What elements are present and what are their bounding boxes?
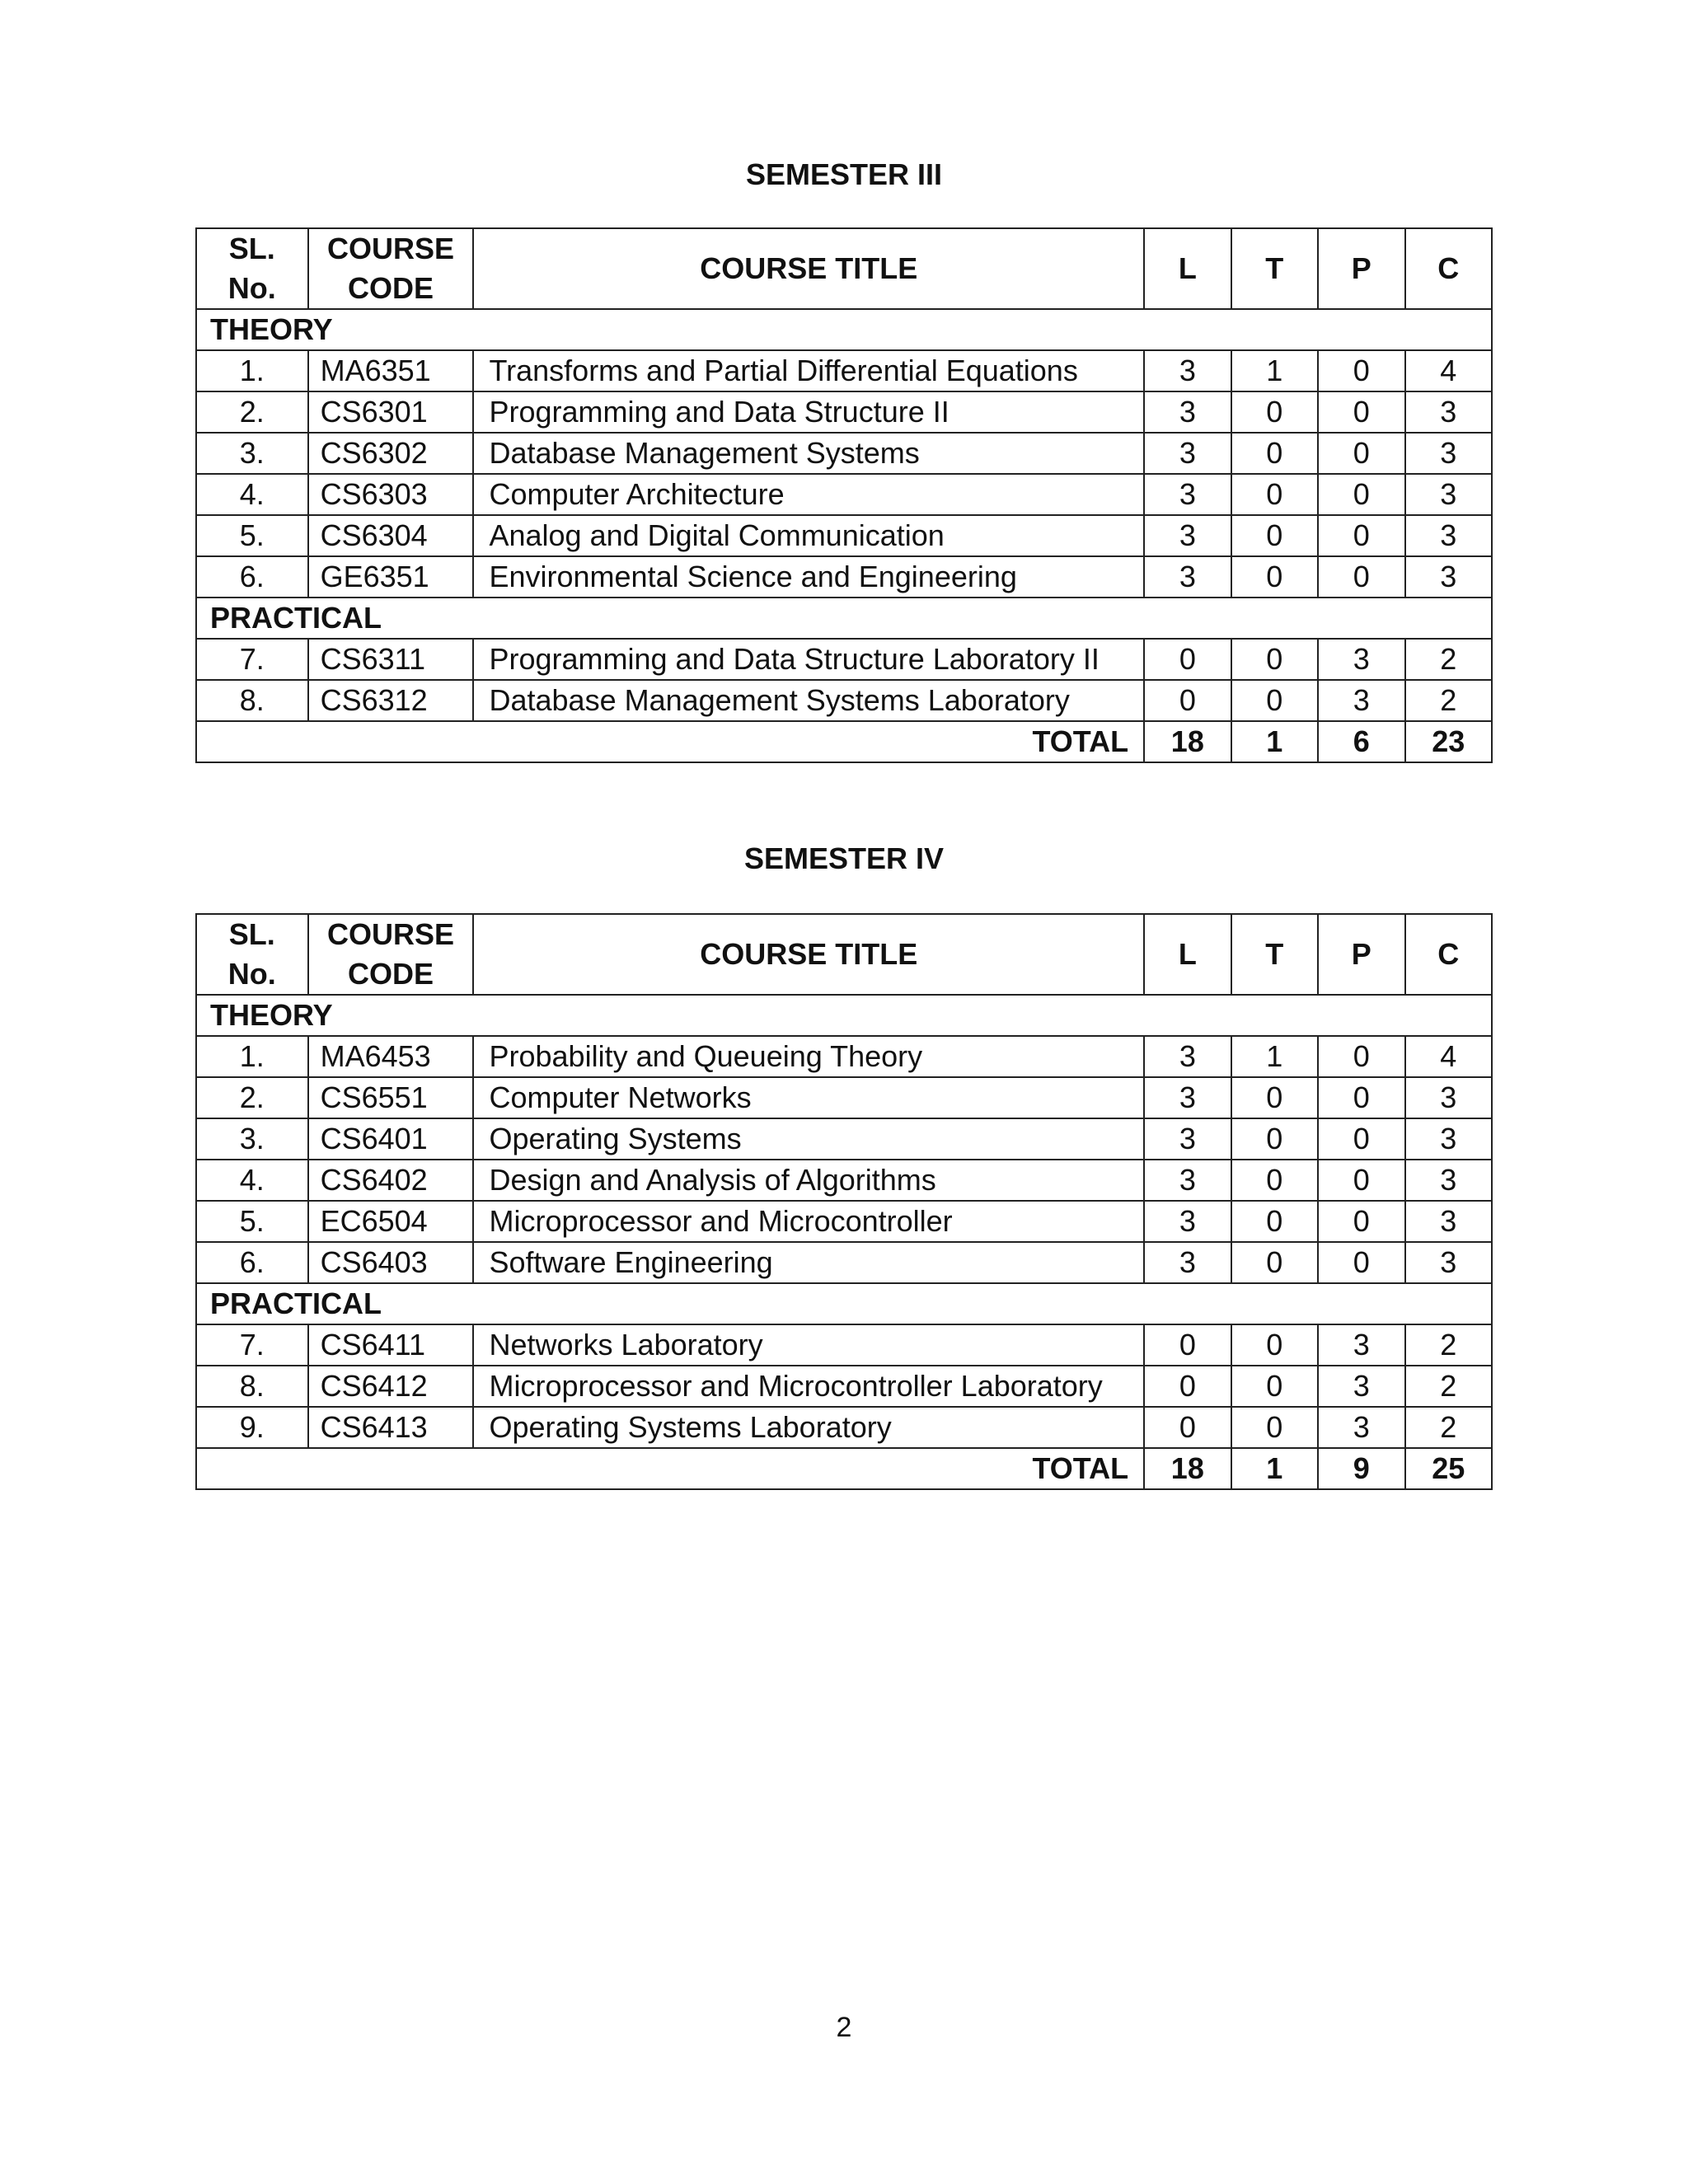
header-t: T [1231, 914, 1318, 995]
tutorial-hours-cell: 0 [1231, 680, 1318, 721]
practical-hours-cell: 0 [1318, 1160, 1404, 1201]
sl-no-cell: 1. [196, 1036, 308, 1077]
section-label-theory: THEORY [196, 995, 1492, 1036]
table-row [196, 1366, 1492, 1407]
total-label: TOTAL [196, 721, 1144, 762]
table-row [196, 1077, 1492, 1118]
table-row [196, 1118, 1492, 1160]
sl-no-cell: 1. [196, 350, 308, 391]
header-t: T [1231, 228, 1318, 309]
total-lecture: 18 [1144, 721, 1231, 762]
lecture-hours-cell: 3 [1144, 391, 1231, 433]
tutorial-hours-cell: 0 [1231, 556, 1318, 598]
course-code-cell: EC6504 [308, 1201, 474, 1242]
sl-no-cell: 5. [196, 515, 308, 556]
credits-cell: 4 [1405, 350, 1493, 391]
tutorial-hours-cell: 1 [1231, 350, 1318, 391]
credits-cell: 3 [1405, 1242, 1493, 1283]
table-row [196, 556, 1492, 598]
practical-hours-cell: 0 [1318, 1242, 1404, 1283]
table-row [196, 1324, 1492, 1366]
tutorial-hours-cell: 0 [1231, 1407, 1318, 1448]
section-row-theory [196, 309, 1492, 350]
sl-no-cell: 3. [196, 1118, 308, 1160]
lecture-hours-cell: 0 [1144, 1407, 1231, 1448]
total-label: TOTAL [196, 1448, 1144, 1489]
table-row [196, 639, 1492, 680]
credits-cell: 2 [1405, 680, 1493, 721]
table-row [196, 391, 1492, 433]
course-code-cell: CS6301 [308, 391, 474, 433]
lecture-hours-cell: 3 [1144, 474, 1231, 515]
section-row-practical [196, 598, 1492, 639]
header-l: L [1144, 228, 1231, 309]
lecture-hours-cell: 3 [1144, 433, 1231, 474]
header-c: C [1405, 914, 1493, 995]
tutorial-hours-cell: 0 [1231, 1118, 1318, 1160]
practical-hours-cell: 0 [1318, 350, 1404, 391]
course-code-cell: CS6304 [308, 515, 474, 556]
tutorial-hours-cell: 1 [1231, 1036, 1318, 1077]
sl-no-cell: 4. [196, 1160, 308, 1201]
tutorial-hours-cell: 0 [1231, 1201, 1318, 1242]
header-code-line2: CODE [348, 957, 434, 991]
credits-cell: 3 [1405, 1077, 1493, 1118]
lecture-hours-cell: 0 [1144, 1366, 1231, 1407]
header-code-line2: CODE [348, 271, 434, 305]
tutorial-hours-cell: 0 [1231, 1077, 1318, 1118]
course-title-cell: Probability and Queueing Theory [473, 1036, 1144, 1077]
course-title-cell: Operating Systems Laboratory [473, 1407, 1144, 1448]
sl-no-cell: 8. [196, 1366, 308, 1407]
sl-no-cell: 2. [196, 391, 308, 433]
credits-cell: 3 [1405, 515, 1493, 556]
total-credits: 25 [1405, 1448, 1493, 1489]
course-code-cell: CS6312 [308, 680, 474, 721]
practical-hours-cell: 0 [1318, 1201, 1404, 1242]
practical-hours-cell: 0 [1318, 433, 1404, 474]
course-title-cell: Design and Analysis of Algorithms [473, 1160, 1144, 1201]
sl-no-cell: 3. [196, 433, 308, 474]
practical-hours-cell: 0 [1318, 1077, 1404, 1118]
practical-hours-cell: 0 [1318, 556, 1404, 598]
practical-hours-cell: 3 [1318, 1366, 1404, 1407]
course-code-cell: CS6303 [308, 474, 474, 515]
practical-hours-cell: 3 [1318, 1324, 1404, 1366]
lecture-hours-cell: 0 [1144, 1324, 1231, 1366]
sl-no-cell: 9. [196, 1407, 308, 1448]
section-label-practical: PRACTICAL [196, 1283, 1492, 1324]
table-row [196, 1242, 1492, 1283]
tutorial-hours-cell: 0 [1231, 515, 1318, 556]
section-label-theory: THEORY [196, 309, 1492, 350]
header-sl-line2: No. [227, 957, 276, 991]
course-title-cell: Microprocessor and Microcontroller Laboratory [473, 1366, 1144, 1407]
course-title-cell: Database Management Systems [473, 433, 1144, 474]
header-sl-no [196, 914, 308, 995]
practical-hours-cell: 0 [1318, 1036, 1404, 1077]
course-table [195, 913, 1493, 1490]
header-course-title: COURSE TITLE [473, 914, 1144, 995]
course-title-cell: Networks Laboratory [473, 1324, 1144, 1366]
course-table [195, 227, 1493, 763]
credits-cell: 3 [1405, 1118, 1493, 1160]
course-code-cell: MA6453 [308, 1036, 474, 1077]
practical-hours-cell: 0 [1318, 515, 1404, 556]
course-code-cell: CS6413 [308, 1407, 474, 1448]
table-row [196, 515, 1492, 556]
credits-cell: 2 [1405, 1407, 1493, 1448]
practical-hours-cell: 3 [1318, 1407, 1404, 1448]
sl-no-cell: 2. [196, 1077, 308, 1118]
header-code-line1: COURSE [327, 232, 455, 265]
tutorial-hours-cell: 0 [1231, 639, 1318, 680]
course-title-cell: Programming and Data Structure II [473, 391, 1144, 433]
course-title-cell: Environmental Science and Engineering [473, 556, 1144, 598]
sl-no-cell: 5. [196, 1201, 308, 1242]
sl-no-cell: 4. [196, 474, 308, 515]
course-title-cell: Software Engineering [473, 1242, 1144, 1283]
section-row-practical [196, 1283, 1492, 1324]
practical-hours-cell: 0 [1318, 391, 1404, 433]
lecture-hours-cell: 3 [1144, 1036, 1231, 1077]
lecture-hours-cell: 3 [1144, 1118, 1231, 1160]
total-row [196, 721, 1492, 762]
course-title-cell: Transforms and Partial Differential Equations [473, 350, 1144, 391]
header-course-title: COURSE TITLE [473, 228, 1144, 309]
total-lecture: 18 [1144, 1448, 1231, 1489]
lecture-hours-cell: 3 [1144, 556, 1231, 598]
course-code-cell: GE6351 [308, 556, 474, 598]
table-row [196, 474, 1492, 515]
credits-cell: 3 [1405, 1160, 1493, 1201]
course-title-cell: Database Management Systems Laboratory [473, 680, 1144, 721]
lecture-hours-cell: 3 [1144, 515, 1231, 556]
section-row-theory [196, 995, 1492, 1036]
header-c: C [1405, 228, 1493, 309]
table-row [196, 1036, 1492, 1077]
header-course-code [308, 914, 474, 995]
tutorial-hours-cell: 0 [1231, 391, 1318, 433]
tutorial-hours-cell: 0 [1231, 1366, 1318, 1407]
course-code-cell: CS6402 [308, 1160, 474, 1201]
table-row [196, 680, 1492, 721]
course-title-cell: Computer Networks [473, 1077, 1144, 1118]
header-course-code [308, 228, 474, 309]
sl-no-cell: 6. [196, 556, 308, 598]
total-practical: 6 [1318, 721, 1404, 762]
header-sl-line1: SL. [228, 917, 275, 951]
lecture-hours-cell: 3 [1144, 1077, 1231, 1118]
semester-heading: SEMESTER IV [743, 841, 945, 875]
total-practical: 9 [1318, 1448, 1404, 1489]
total-tutorial: 1 [1231, 721, 1318, 762]
course-code-cell: CS6403 [308, 1242, 474, 1283]
header-p: P [1318, 228, 1404, 309]
practical-hours-cell: 3 [1318, 680, 1404, 721]
credits-cell: 2 [1405, 639, 1493, 680]
course-code-cell: CS6412 [308, 1366, 474, 1407]
course-code-cell: CS6411 [308, 1324, 474, 1366]
course-title-cell: Analog and Digital Communication [473, 515, 1144, 556]
course-title-cell: Microprocessor and Microcontroller [473, 1201, 1144, 1242]
table-row [196, 350, 1492, 391]
credits-cell: 2 [1405, 1324, 1493, 1366]
sl-no-cell: 6. [196, 1242, 308, 1283]
header-code-line1: COURSE [327, 917, 455, 951]
tutorial-hours-cell: 0 [1231, 1242, 1318, 1283]
header-l: L [1144, 914, 1231, 995]
practical-hours-cell: 0 [1318, 474, 1404, 515]
total-row [196, 1448, 1492, 1489]
practical-hours-cell: 0 [1318, 1118, 1404, 1160]
course-code-cell: CS6551 [308, 1077, 474, 1118]
course-code-cell: CS6311 [308, 639, 474, 680]
course-title-cell: Operating Systems [473, 1118, 1144, 1160]
page-number: 2 [836, 2012, 852, 2043]
lecture-hours-cell: 0 [1144, 639, 1231, 680]
lecture-hours-cell: 0 [1144, 680, 1231, 721]
sl-no-cell: 7. [196, 639, 308, 680]
credits-cell: 3 [1405, 433, 1493, 474]
course-code-cell: MA6351 [308, 350, 474, 391]
credits-cell: 3 [1405, 1201, 1493, 1242]
course-code-cell: CS6401 [308, 1118, 474, 1160]
header-p: P [1318, 914, 1404, 995]
semester-heading: SEMESTER III [745, 157, 943, 191]
table-header-row [196, 228, 1492, 309]
tutorial-hours-cell: 0 [1231, 474, 1318, 515]
table-header-row [196, 914, 1492, 995]
credits-cell: 3 [1405, 391, 1493, 433]
section-label-practical: PRACTICAL [196, 598, 1492, 639]
table-row [196, 433, 1492, 474]
lecture-hours-cell: 3 [1144, 1242, 1231, 1283]
credits-cell: 3 [1405, 556, 1493, 598]
header-sl-line2: No. [227, 271, 276, 305]
credits-cell: 3 [1405, 474, 1493, 515]
table-row [196, 1201, 1492, 1242]
course-title-cell: Computer Architecture [473, 474, 1144, 515]
table-row [196, 1407, 1492, 1448]
course-title-cell: Programming and Data Structure Laboratory II [473, 639, 1144, 680]
sl-no-cell: 8. [196, 680, 308, 721]
total-tutorial: 1 [1231, 1448, 1318, 1489]
header-sl-line1: SL. [228, 232, 275, 265]
credits-cell: 2 [1405, 1366, 1493, 1407]
header-sl-no [196, 228, 308, 309]
practical-hours-cell: 3 [1318, 639, 1404, 680]
sl-no-cell: 7. [196, 1324, 308, 1366]
credits-cell: 4 [1405, 1036, 1493, 1077]
tutorial-hours-cell: 0 [1231, 433, 1318, 474]
tutorial-hours-cell: 0 [1231, 1160, 1318, 1201]
course-code-cell: CS6302 [308, 433, 474, 474]
table-row [196, 1160, 1492, 1201]
total-credits: 23 [1405, 721, 1493, 762]
lecture-hours-cell: 3 [1144, 1201, 1231, 1242]
lecture-hours-cell: 3 [1144, 350, 1231, 391]
tutorial-hours-cell: 0 [1231, 1324, 1318, 1366]
lecture-hours-cell: 3 [1144, 1160, 1231, 1201]
